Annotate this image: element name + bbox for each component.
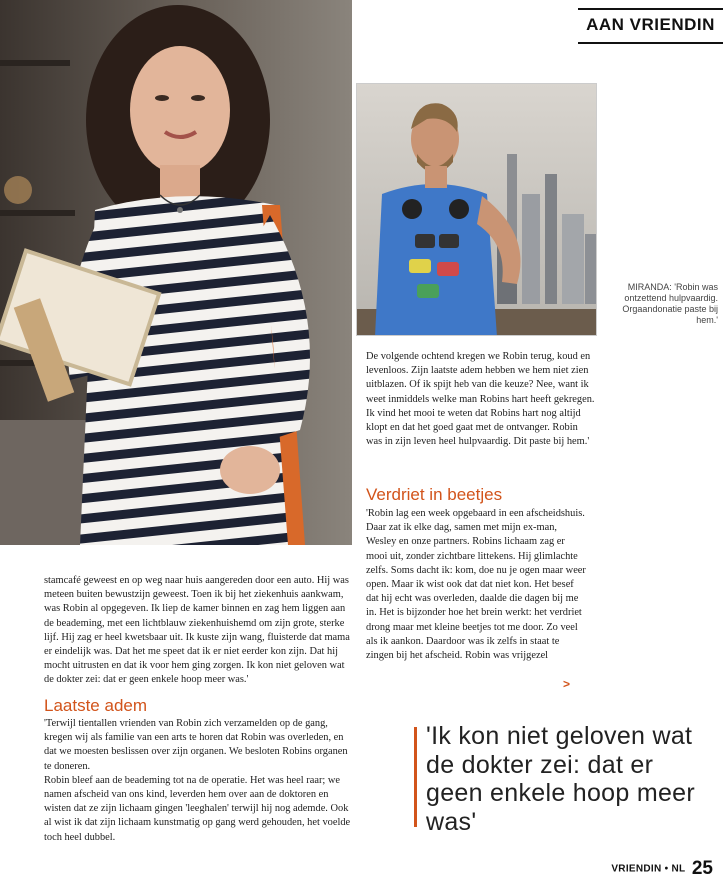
robin-photo: [356, 83, 597, 336]
hero-photo: [0, 0, 352, 545]
pull-quote-bar: [414, 727, 417, 827]
hero-photo-illustration: [0, 0, 352, 545]
subheading-verdriet: Verdriet in beetjes: [366, 485, 503, 504]
article-paragraph: 'Terwijl tientallen vrienden van Robin zich verzamelden op de gang, kregen wij als familie van een arts te horen dat Robin was overleden, en dat we moesten beslissen over zijn organen. We besloten Robins organen te doneren.: [44, 718, 348, 772]
pull-quote: 'Ik kon niet geloven wat de dokter zei: dat er geen enkele hoop meer was': [426, 722, 695, 836]
page-footer: [611, 858, 713, 880]
section-tag-rule-bottom: [578, 42, 723, 44]
photo-caption: MIRANDA: 'Robin was ontzettend hulpvaardig. Orgaandonatie paste bij hem.': [622, 282, 718, 325]
subheading-laatste-adem: Laatste adem: [44, 696, 148, 715]
article-paragraph: 'Robin lag een week opgebaard in een afscheidshuis. Daar zat ik elke dag, samen met mijn ex-man, Wesley en onze partners. Robins lichaam zag er mooi uit, zonder zichtbare littekens. Hij glimlachte zelfs. Soms dacht ik: kom, doe nu je ogen maar weer open. Maar ik wist ook dat dat niet kon. Het besef dat hij echt was overleden, daalde die dagen bij me in. Het is bijzonder hoe het brein werkt: het verdriet drong maar met kleine beetjes tot me door. Zo veel als ik aankon. Daardoor was ik zelfs in staat te zingen bij het afscheid. Robin was vrijgezel: [366, 508, 586, 662]
robin-photo-illustration: [357, 84, 597, 336]
page-number: 25: [691, 858, 713, 879]
article-left-bottom: [44, 717, 356, 845]
article-right-mid: [366, 507, 588, 663]
continue-arrow: >: [563, 677, 571, 691]
article-paragraph: Robin bleef aan de beademing tot na de operatie. Het was heel raar; we namen afscheid van ons kind, leverden hem over aan de doktoren en wisten dat ze zijn lichaam gingen 'leeghalen' terwijl hij nog ademde. Ook al wist ik dat zijn lichaam kunstmatig op gang werd gehouden, het voelde toch heel dubbel.: [44, 774, 351, 843]
section-tag: [578, 8, 723, 44]
magazine-name: VRIENDIN • NL: [611, 863, 686, 875]
article-paragraph: De volgende ochtend kregen we Robin terug, koud en levenloos. Zijn laatste adem hebben we hem niet zien uitblazen. Of ik spijt heb van die keuze? Nee, want ik weet inmiddels welke man Robins hart heeft gekregen. Ik vind het mooi te weten dat Robins hart nog altijd klopt en dat het goed gaat met de ontvanger. Robin was in zijn leven heel hulpvaardig. Dit paste bij hem.': [366, 351, 595, 448]
section-tag-rule-top: [578, 8, 723, 10]
article-right-top: [366, 350, 596, 449]
article-paragraph: stamcafé geweest en op weg naar huis aangereden door een auto. Hij was meteen buiten bewustzijn geweest. Toen ik bij het ziekenhuis aankwam, was Robin al opgegeven. Ik liep de kamer binnen en zag hem liggen aan de beademing, met een lichtblauw ziekenhuishemd om zijn grote, sterke lijf. Hij zag er heel kwetsbaar uit. Ik kuste zijn wang, fluisterde dat mama er eindelijk was. Dat het me speet dat ik er niet eerder kon zijn. Dat hij mocht uitrusten en dat ik voor hem ging zorgen. Ik kon niet geloven wat de dokter zei: dat er geen enkele hoop meer was.': [44, 575, 350, 686]
section-tag-label: AAN VRIENDIN: [586, 15, 715, 34]
article-left-top: [44, 574, 356, 688]
